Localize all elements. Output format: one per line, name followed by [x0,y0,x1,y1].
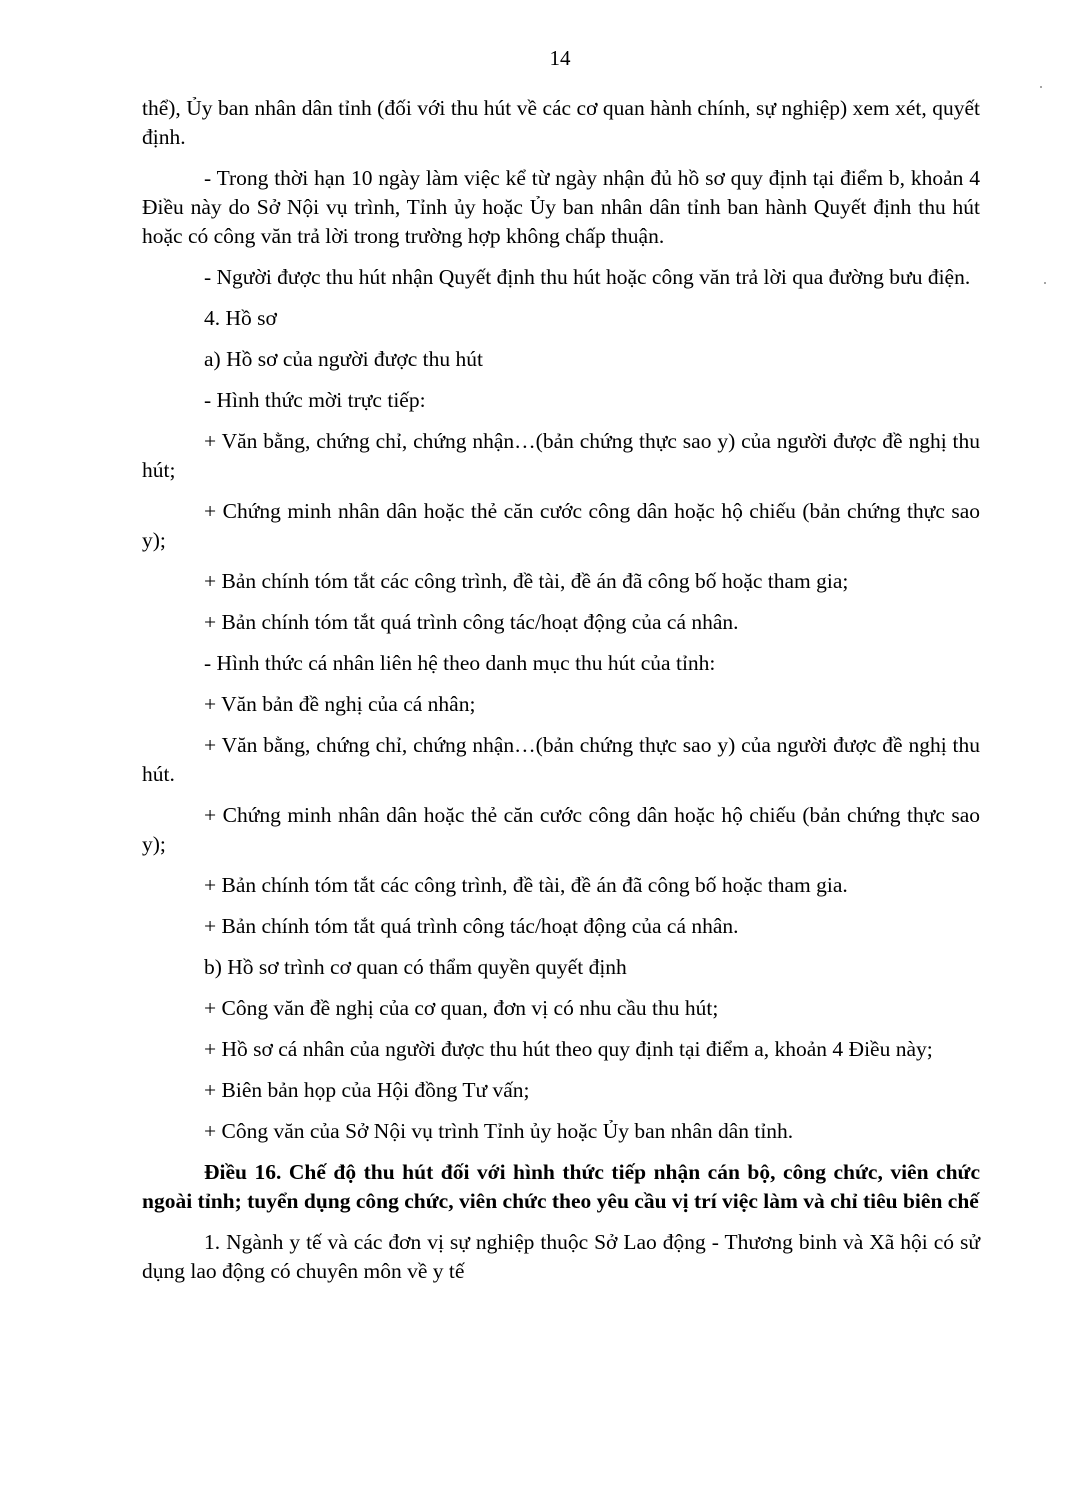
list-item: + Công văn đề nghị của cơ quan, đơn vị có nhu cầu thu hút; [204,996,719,1020]
article-heading: Điều 16. Chế độ thu hút đối với hình thức tiếp nhận cán bộ, công chức, viên chức ngoài tỉnh; tuyển dụng công chức, viên chức theo yêu cầu vị trí việc làm và chỉ tiêu biên chế [142,1160,980,1213]
list-item: + Văn bằng, chứng chỉ, chứng nhận…(bản chứng thực sao y) của người được đề nghị thu hút; [142,429,980,482]
section-label: 4. Hồ sơ [204,306,277,330]
list-item: + Bản chính tóm tắt các công trình, đề tài, đề án đã công bố hoặc tham gia. [204,873,848,897]
list-item: + Văn bản đề nghị của cá nhân; [204,692,476,716]
scan-speck [1044,282,1046,284]
document-body [142,94,980,1298]
paragraph: - Hình thức cá nhân liên hệ theo danh mục thu hút của tỉnh: [204,651,716,675]
list-item: + Bản chính tóm tắt các công trình, đề tài, đề án đã công bố hoặc tham gia; [204,569,849,593]
list-item: + Chứng minh nhân dân hoặc thẻ căn cước công dân hoặc hộ chiếu (bản chứng thực sao y); [142,803,980,856]
list-item: + Bản chính tóm tắt quá trình công tác/hoạt động của cá nhân. [204,914,739,938]
paragraph-continuation: thể), Ủy ban nhân dân tỉnh (đối với thu hút về các cơ quan hành chính, sự nghiệp) xem xét, quyết định. [142,96,980,149]
paragraph: - Hình thức mời trực tiếp: [204,388,426,412]
paragraph: - Người được thu hút nhận Quyết định thu hút hoặc công văn trả lời qua đường bưu điện. [204,265,971,289]
list-item: + Bản chính tóm tắt quá trình công tác/hoạt động của cá nhân. [204,610,739,634]
list-item: + Hồ sơ cá nhân của người được thu hút theo quy định tại điểm a, khoản 4 Điều này; [204,1037,933,1061]
list-item: + Văn bằng, chứng chỉ, chứng nhận…(bản chứng thực sao y) của người được đề nghị thu hút. [142,733,980,786]
list-item: + Chứng minh nhân dân hoặc thẻ căn cước công dân hoặc hộ chiếu (bản chứng thực sao y); [142,499,980,552]
paragraph: - Trong thời hạn 10 ngày làm việc kể từ ngày nhận đủ hồ sơ quy định tại điểm b, khoản 4 Điều này do Sở Nội vụ trình, Tỉnh ủy hoặc Ủy ban nhân dân tỉnh ban hành Quyết định thu hút hoặc có công văn trả lời trong trường hợp không chấp thuận. [142,166,980,248]
subsection-label: b) Hồ sơ trình cơ quan có thẩm quyền quyết định [204,955,627,979]
paragraph: 1. Ngành y tế và các đơn vị sự nghiệp thuộc Sở Lao động - Thương binh và Xã hội có sử dụng lao động có chuyên môn về y tế [142,1230,980,1283]
page-number: 14 [549,46,571,70]
list-item: + Biên bản họp của Hội đồng Tư vấn; [204,1078,530,1102]
subsection-label: a) Hồ sơ của người được thu hút [204,347,483,371]
scan-speck [1040,86,1042,88]
list-item: + Công văn của Sở Nội vụ trình Tỉnh ủy hoặc Ủy ban nhân dân tỉnh. [204,1119,794,1143]
